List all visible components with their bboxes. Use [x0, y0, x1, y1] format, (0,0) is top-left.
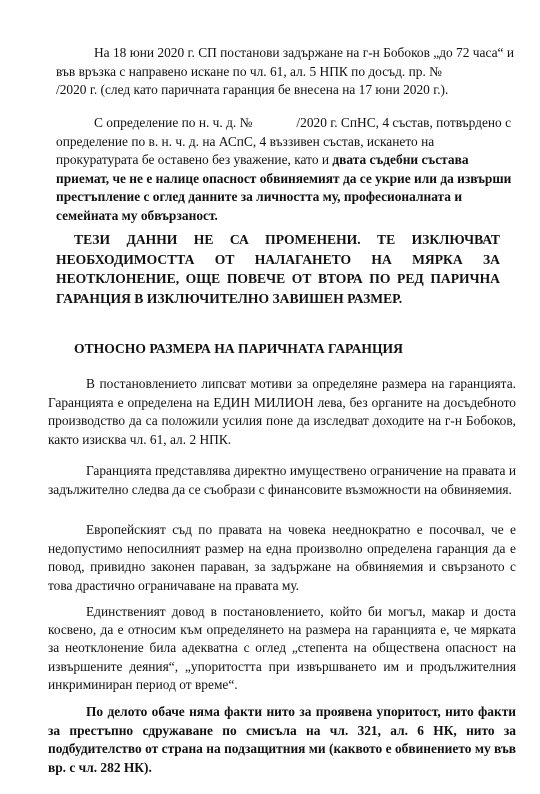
paragraph-court-text-b: /2020 г. СпНС, 4 състав, потвърдено с определение по в. н. ч. д. на АСпС, 4 въззивен състав, искането на прокуратурата бе оставено без уважение, като и	[56, 115, 512, 167]
paragraph-detention-text-b: /2020 г. (след като паричната гаранция бе внесена на 17 юни 2020 г.).	[56, 82, 449, 97]
paragraph-guarantee-nature: Гаранцията представлява директно имуществено ограничение на правата и задължително следва да се съобрази с финансовите възможности на обвиняемия.	[48, 463, 516, 497]
section-heading: ОТНОСНО РАЗМЕРА НА ПАРИЧНАТА ГАРАНЦИЯ	[74, 341, 403, 356]
paragraph-detention-text-a: На 18 юни 2020 г. СП постанови задържане на г-н Бобоков „до 72 часа“ и във връзка с направено искане по чл. 61, ал. 5 НПК по досъд. пр. №	[56, 45, 514, 79]
emphasis-block: ТЕЗИ ДАННИ НЕ СА ПРОМЕНЕНИ. ТЕ ИЗКЛЮЧВАТ НЕОБХОДИМОСТТА ОТ НАЛАГАНЕТО НА МЯРКА ЗА НЕОТКЛОНЕНИЕ, ОЩЕ ПОВЕЧЕ ОТ ВТОРА ПО РЕД ПАРИЧНА ГАРАНЦИЯ В ИЗКЛЮЧИТЕЛНО ЗАВИШЕН РАЗМЕР.	[56, 232, 500, 306]
paragraph-echr: Европейският съд по правата на човека нееднократно е посочвал, че е недопустимо непосилният размер на една произволно определена гаранция да е повод, привидно законен параван, за задържане на обвиняемия и свързаното с това драстично ограничаване на правата му.	[48, 522, 516, 593]
paragraph-court-bold-text: двата съдебни състава приемат, че не е налице опасност обвиняемият да се укрие или да извърши престъпление с оглед данните за личността му, професионалната и семейната му обвързаност.	[56, 152, 512, 223]
paragraph-only-argument: Единственият довод в постановлението, който би могъл, макар и доста косвено, да е относим към определянето на размера на гаранцията е, че мярката за неотклонение била адекватна с оглед „степента на обществена опасност на извършените деяния“, „упоритостта при извършването им и продължителния инкриминиран период от време“.	[48, 604, 516, 692]
paragraph-court-determination	[56, 114, 516, 225]
paragraph-guarantee-amount: В постановлението липсват мотиви за определяне размера на гаранцията. Гаранцията е определена на ЕДИН МИЛИОН лева, без органите на досъдебното производство да са положили усилия поне да изследват доходите на г-н Бобоков, както изисква чл. 61, ал. 2 НПК.	[48, 376, 516, 447]
paragraph-court-text-a: С определение по н. ч. д. №	[94, 115, 253, 130]
paragraph-no-facts: По делото обаче няма факти нито за проявена упоритост, нито факти за престъпно сдружаване по смисъла на чл. 321, ал. 6 НК, нито за подбудителство от страна на подзащитния ми (каквото е обвинението му във вр. с чл. 282 НК).	[48, 704, 516, 775]
paragraph-detention	[56, 44, 516, 100]
